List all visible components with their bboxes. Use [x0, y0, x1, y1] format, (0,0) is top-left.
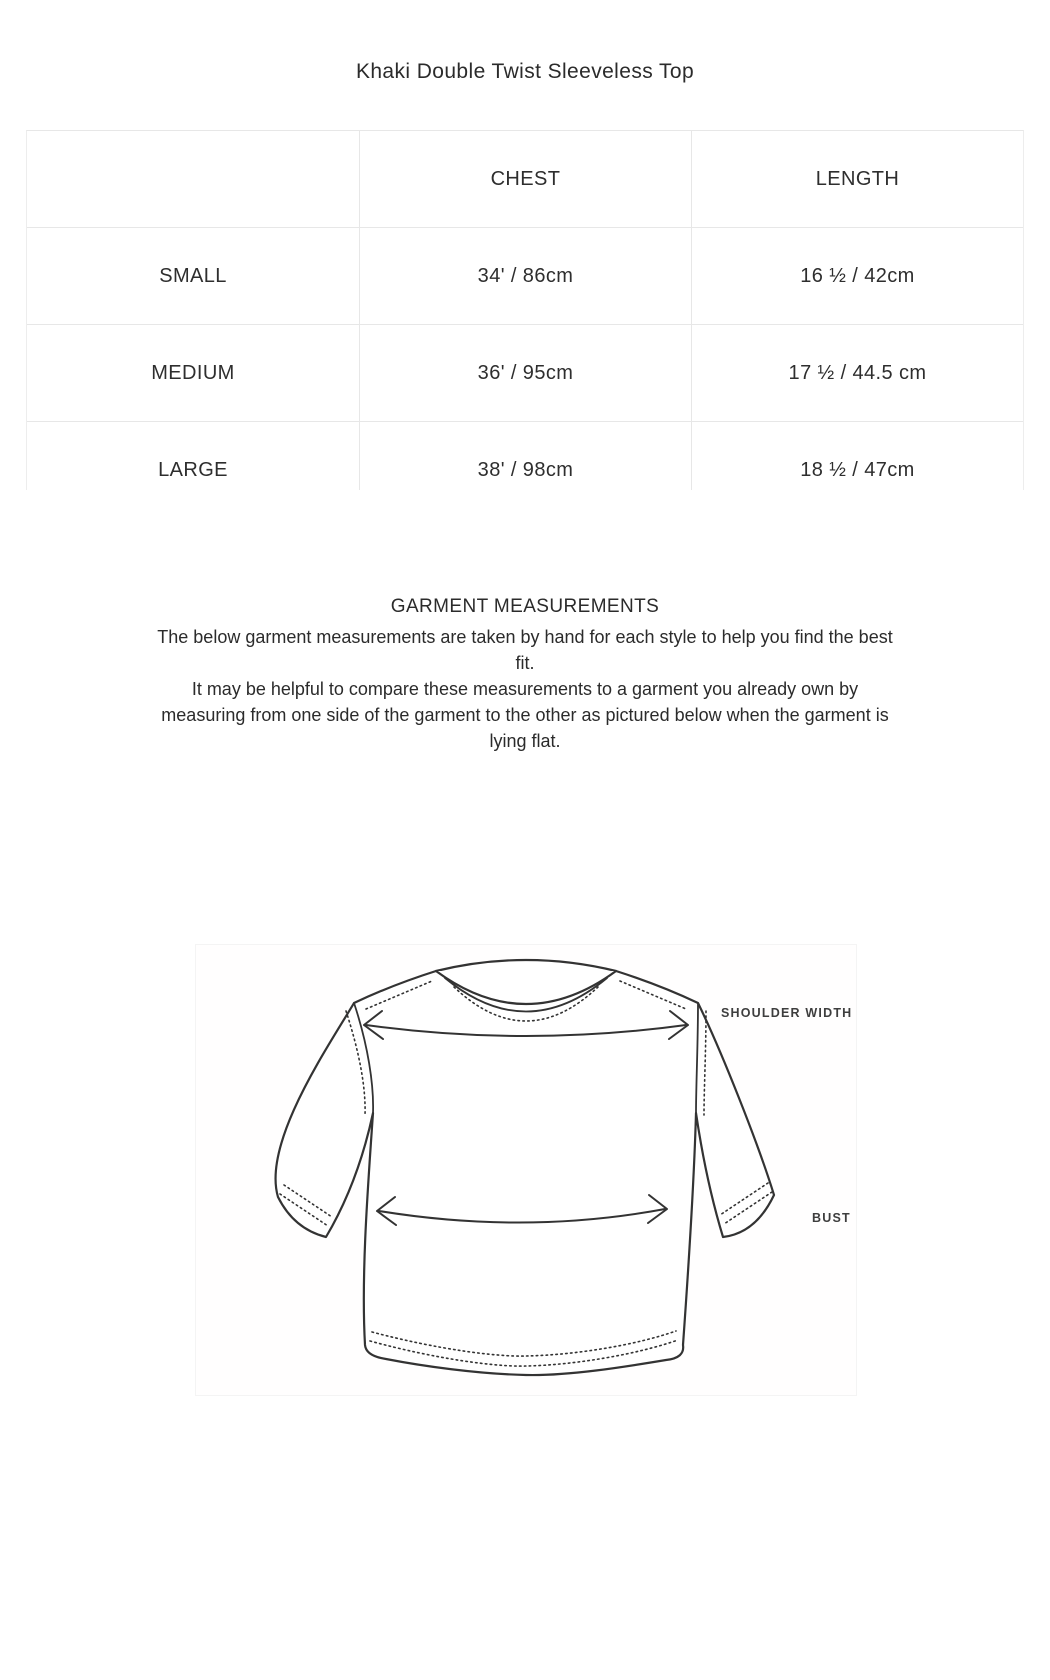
header-cell-size — [27, 131, 359, 227]
measurements-paragraph: The below garment measurements are taken by hand for each style to help you find the best fit. — [157, 627, 893, 673]
size-table — [26, 130, 1024, 490]
bust-label: BUST — [812, 1211, 851, 1225]
chest-cell: 34' / 86cm — [359, 228, 691, 324]
garment-diagram — [195, 944, 857, 1396]
garment-measurements-copy — [155, 624, 895, 754]
length-cell: 18 ½ / 47cm — [691, 422, 1023, 490]
table-row-small — [27, 228, 1023, 325]
shirt-outline — [276, 960, 774, 1375]
header-cell-chest: CHEST — [359, 131, 691, 227]
header-cell-length: LENGTH — [691, 131, 1023, 227]
size-table-header-row — [27, 131, 1023, 228]
page-title: Khaki Double Twist Sleeveless Top — [355, 60, 695, 83]
shoulder-width-label: SHOULDER WIDTH — [721, 1006, 853, 1020]
length-cell: 16 ½ / 42cm — [691, 228, 1023, 324]
size-cell: LARGE — [158, 458, 228, 481]
shirt-flat-sketch-image — [196, 945, 856, 1395]
garment-measurements-heading: GARMENT MEASUREMENTS — [390, 596, 660, 617]
table-row-medium — [27, 325, 1023, 422]
table-row-large — [27, 422, 1023, 490]
chest-cell: 36' / 95cm — [359, 325, 691, 421]
measurements-paragraph: It may be helpful to compare these measurements to a garment you already own by measuring from one side of the garment to the other as pictured below when the garment is lying flat. — [161, 679, 889, 751]
size-cell: SMALL — [159, 264, 227, 287]
size-cell: MEDIUM — [151, 361, 235, 384]
chest-cell: 38' / 98cm — [359, 422, 691, 490]
length-cell: 17 ½ / 44.5 cm — [691, 325, 1023, 421]
